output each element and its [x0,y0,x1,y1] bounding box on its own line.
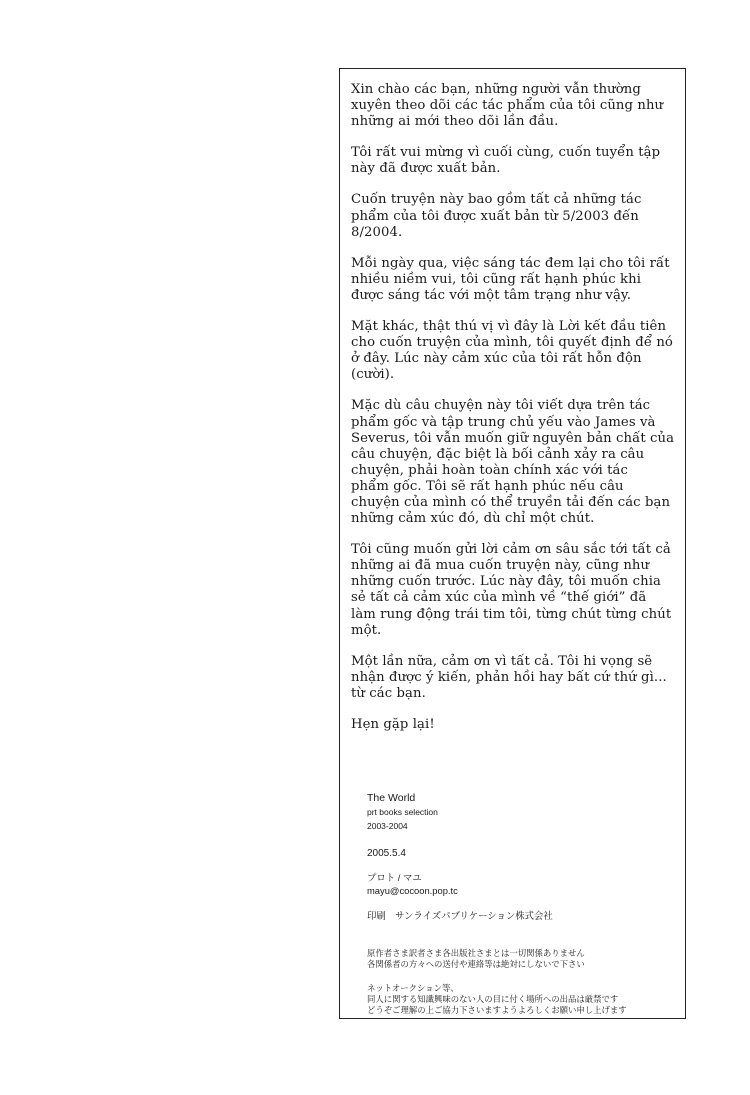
series-years: 2003-2004 [367,821,408,831]
afterword-letter [351,82,683,748]
series-name: prt books selection [367,807,438,817]
disclaimer-notice: 原作者さま訳者さま各出版社さまとは一切関係ありません 各関係者の方々への送付や連絡等は絶対にしないで下さい [367,948,585,969]
colophon-title-row [367,778,677,833]
paragraph-original-work: Mặc dù câu chuyện này tôi viết dựa trên tác phẩm gốc và tập trung chủ yếu vào James và Severus, tôi vẫn muốn giữ nguyên bản chất của câu chuyện, đặc biệt là bối cảnh xảy ra câu chuyện, phải hoàn toàn chính xác với tác phẩm gốc. Tôi sẽ rất hạnh phúc nếu câu chuyện của mình có thể truyền tải đến các bạn những cảm xúc đó, dù chỉ một chút. [351,398,675,527]
author-email: mayu@cocoon.pop.tc [367,885,458,896]
paragraph-first-afterword: Mặt khác, thật thú vị vì đây là Lời kết đầu tiên cho cuốn truyện của mình, tôi quyết định để nó ở đây. Lúc này cảm xúc của tôi rất hỗn độn (cười). [351,319,673,383]
colophon [367,778,677,1016]
author-name: プロト / マユ [367,872,422,883]
publication-date: 2005.5.4 [367,848,406,859]
paragraph-farewell: Hẹn gặp lại! [351,717,435,732]
paragraph-feedback: Một lần nữa, cảm ơn vì tất cả. Tôi hi vọng sẽ nhận được ý kiến, phản hồi hay bất cứ thứ gì... từ các bạn. [351,653,667,701]
resale-notice: ネットオークション等、 同人に関する知識興味のない人の目に付く場所への出品は厳禁です どうぞご理解の上ご協力下さいますようよろしくお願い申し上げます [367,983,627,1015]
paragraph-publication: Tôi rất vui mừng vì cuối cùng, cuốn tuyển tập này đã được xuất bản. [351,145,661,177]
paragraph-greeting: Xin chào các bạn, những người vẫn thường xuyên theo dõi các tác phẩm của tôi cũng như những ai mới theo dõi lần đầu. [351,82,664,130]
paragraph-thanks: Tôi cũng muốn gửi lời cảm ơn sâu sắc tới tất cả những ai đã mua cuốn truyện này, cũng như những cuốn trước. Lúc này đây, tôi muốn chia sẻ tất cả cảm xúc của mình về “thế giới” đã làm rung động trái tim tôi, từng chút từng chút một. [351,542,672,638]
paragraph-joy: Mỗi ngày qua, việc sáng tác đem lại cho tôi rất nhiều niềm vui, tôi cũng rất hạnh phúc khi được sáng tác với một tâm trạng như vậy. [351,255,670,303]
paragraph-contents: Cuốn truyện này bao gồm tất cả những tác phẩm của tôi được xuất bản từ 5/2003 đến 8/2004. [351,192,642,240]
printer-info: 印刷 サンライズパブリケーション株式会社 [367,910,553,921]
book-title: The World [367,792,416,804]
